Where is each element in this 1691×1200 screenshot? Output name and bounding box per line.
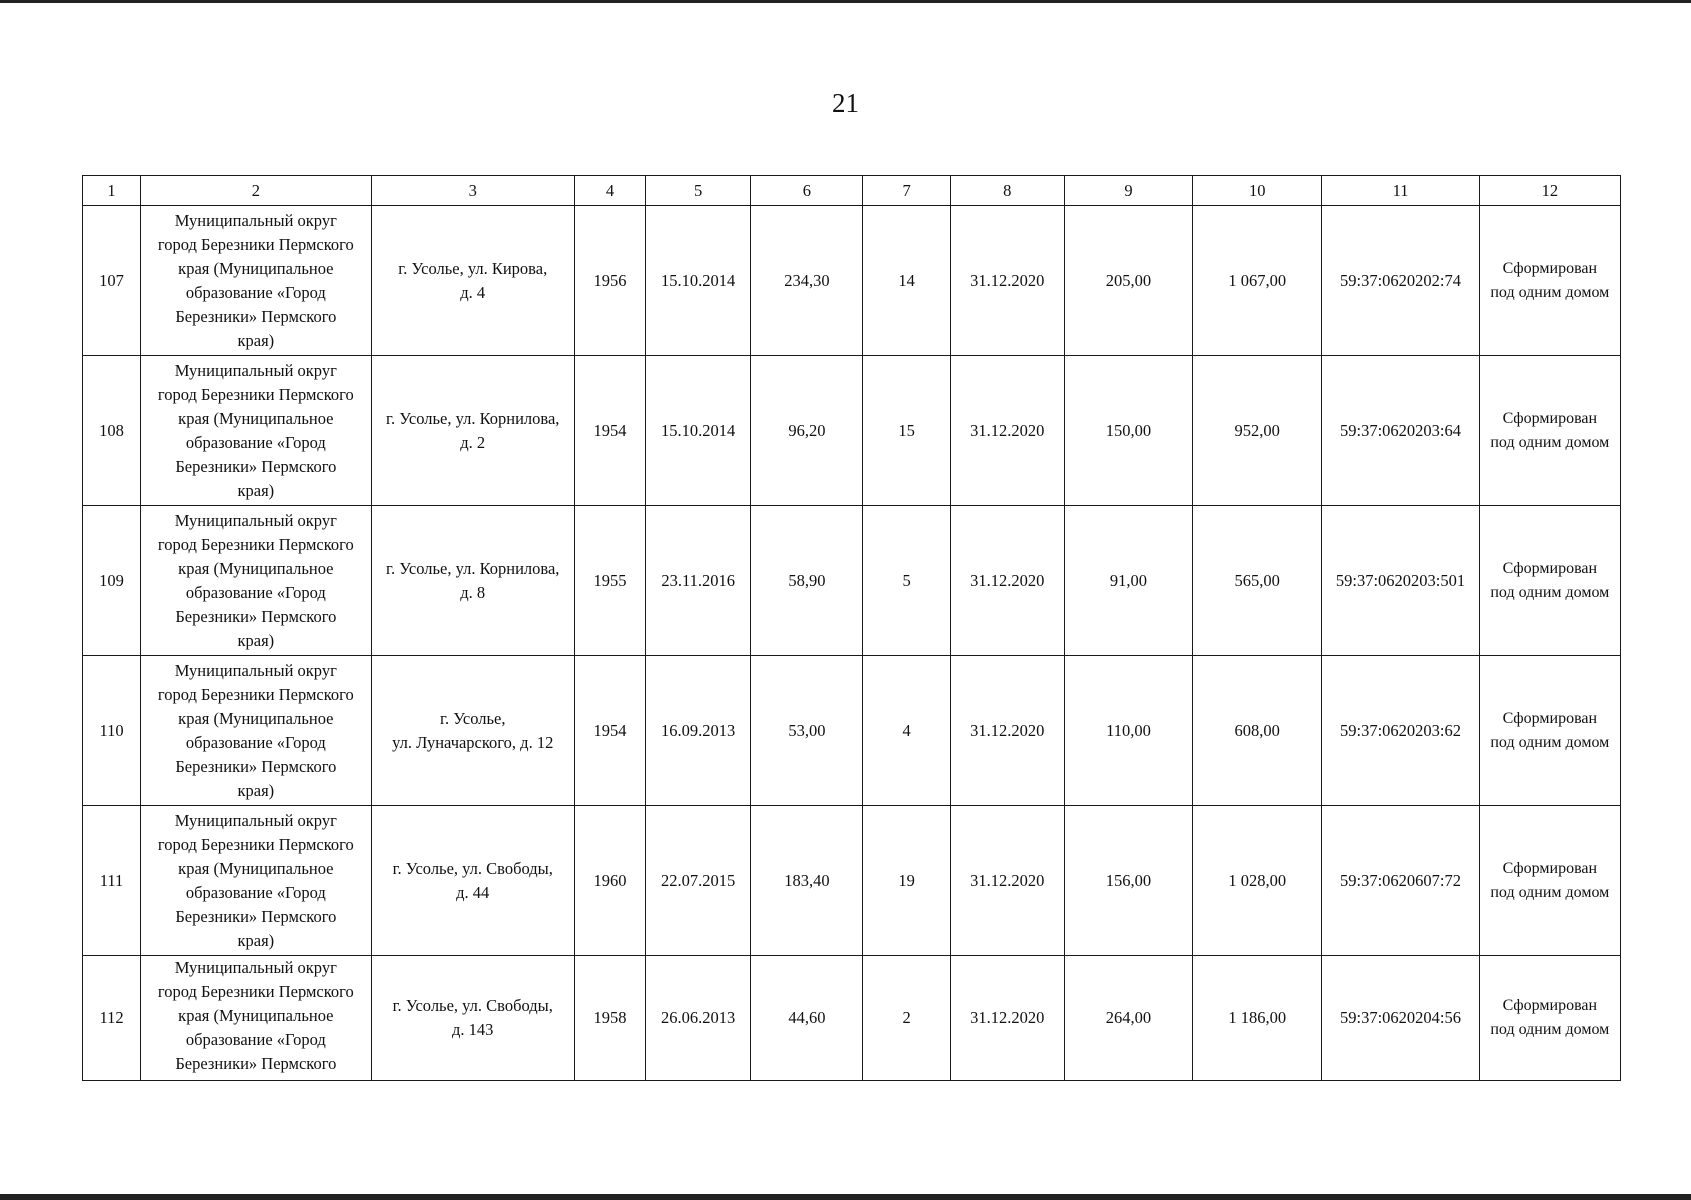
data-table [82, 175, 1621, 1081]
land-area-cell: 110,00 [1064, 656, 1192, 806]
row-number: 110 [83, 656, 141, 806]
year-cell: 1960 [574, 806, 645, 956]
land-area-cell: 205,00 [1064, 206, 1192, 356]
address-cell: г. Усолье, ул. Корнилова, д. 2 [371, 356, 574, 506]
owner-cell: Муниципальный округ город Березники Пермского края (Муниципальное образование «Город Березники» Пермского края) [141, 506, 371, 656]
address-cell: г. Усолье, ул. Свободы, д. 143 [371, 956, 574, 1081]
cadastral-cell: 59:37:0620203:62 [1322, 656, 1479, 806]
cadastral-cell: 59:37:0620607:72 [1322, 806, 1479, 956]
residents-cell: 19 [863, 806, 950, 956]
year-cell: 1954 [574, 356, 645, 506]
date-cell: 23.11.2016 [646, 506, 751, 656]
header-cell: 8 [950, 176, 1064, 206]
total-cell: 1 028,00 [1193, 806, 1322, 956]
address-cell: г. Усолье, ул. Луначарского, д. 12 [371, 656, 574, 806]
deadline-cell: 31.12.2020 [950, 356, 1064, 506]
area-cell: 234,30 [751, 206, 863, 356]
year-cell: 1955 [574, 506, 645, 656]
residents-cell: 2 [863, 956, 950, 1081]
owner-cell: Муниципальный округ город Березники Пермского края (Муниципальное образование «Город Березники» Пермского края) [141, 356, 371, 506]
table-row [83, 356, 1621, 506]
header-cell: 7 [863, 176, 950, 206]
page-number: 21 [832, 88, 859, 118]
header-cell: 2 [141, 176, 371, 206]
address-cell: г. Усолье, ул. Свободы, д. 44 [371, 806, 574, 956]
date-cell: 15.10.2014 [646, 206, 751, 356]
row-number: 112 [83, 956, 141, 1081]
status-cell: Сформирован под одним домом [1479, 956, 1620, 1081]
header-cell: 10 [1193, 176, 1322, 206]
total-cell: 952,00 [1193, 356, 1322, 506]
table-row [83, 206, 1621, 356]
land-area-cell: 91,00 [1064, 506, 1192, 656]
owner-cell: Муниципальный округ город Березники Пермского края (Муниципальное образование «Город Березники» Пермского края) [141, 656, 371, 806]
row-number: 109 [83, 506, 141, 656]
residents-cell: 5 [863, 506, 950, 656]
header-cell: 3 [371, 176, 574, 206]
owner-cell: Муниципальный округ город Березники Пермского края (Муниципальное образование «Город Березники» Пермского края) [141, 806, 371, 956]
header-cell: 5 [646, 176, 751, 206]
row-number: 111 [83, 806, 141, 956]
total-cell: 608,00 [1193, 656, 1322, 806]
table-row [83, 656, 1621, 806]
area-cell: 44,60 [751, 956, 863, 1081]
deadline-cell: 31.12.2020 [950, 806, 1064, 956]
total-cell: 565,00 [1193, 506, 1322, 656]
date-cell: 22.07.2015 [646, 806, 751, 956]
header-cell: 12 [1479, 176, 1620, 206]
area-cell: 53,00 [751, 656, 863, 806]
header-cell: 1 [83, 176, 141, 206]
address-cell: г. Усолье, ул. Корнилова, д. 8 [371, 506, 574, 656]
area-cell: 96,20 [751, 356, 863, 506]
deadline-cell: 31.12.2020 [950, 506, 1064, 656]
header-cell: 6 [751, 176, 863, 206]
area-cell: 58,90 [751, 506, 863, 656]
owner-cell: Муниципальный округ город Березники Пермского края (Муниципальное образование «Город Березники» Пермского края) [141, 206, 371, 356]
table-row [83, 806, 1621, 956]
total-cell: 1 067,00 [1193, 206, 1322, 356]
residents-cell: 14 [863, 206, 950, 356]
table-row [83, 956, 1621, 1081]
scan-border-bottom [0, 1194, 1691, 1200]
cadastral-cell: 59:37:0620203:64 [1322, 356, 1479, 506]
row-number: 108 [83, 356, 141, 506]
year-cell: 1956 [574, 206, 645, 356]
total-cell: 1 186,00 [1193, 956, 1322, 1081]
table-header-row [83, 176, 1621, 206]
date-cell: 16.09.2013 [646, 656, 751, 806]
scan-border-top [0, 0, 1691, 3]
land-area-cell: 150,00 [1064, 356, 1192, 506]
status-cell: Сформирован под одним домом [1479, 356, 1620, 506]
deadline-cell: 31.12.2020 [950, 206, 1064, 356]
status-cell: Сформирован под одним домом [1479, 656, 1620, 806]
header-cell: 9 [1064, 176, 1192, 206]
table-row [83, 506, 1621, 656]
deadline-cell: 31.12.2020 [950, 656, 1064, 806]
date-cell: 15.10.2014 [646, 356, 751, 506]
year-cell: 1954 [574, 656, 645, 806]
cadastral-cell: 59:37:0620202:74 [1322, 206, 1479, 356]
land-area-cell: 264,00 [1064, 956, 1192, 1081]
owner-cell: Муниципальный округ город Березники Пермского края (Муниципальное образование «Город Березники» Пермского [141, 956, 371, 1081]
header-cell: 11 [1322, 176, 1479, 206]
year-cell: 1958 [574, 956, 645, 1081]
land-area-cell: 156,00 [1064, 806, 1192, 956]
header-cell: 4 [574, 176, 645, 206]
residents-cell: 4 [863, 656, 950, 806]
deadline-cell: 31.12.2020 [950, 956, 1064, 1081]
status-cell: Сформирован под одним домом [1479, 806, 1620, 956]
residents-cell: 15 [863, 356, 950, 506]
date-cell: 26.06.2013 [646, 956, 751, 1081]
area-cell: 183,40 [751, 806, 863, 956]
cadastral-cell: 59:37:0620203:501 [1322, 506, 1479, 656]
row-number: 107 [83, 206, 141, 356]
address-cell: г. Усолье, ул. Кирова, д. 4 [371, 206, 574, 356]
status-cell: Сформирован под одним домом [1479, 506, 1620, 656]
status-cell: Сформирован под одним домом [1479, 206, 1620, 356]
cadastral-cell: 59:37:0620204:56 [1322, 956, 1479, 1081]
